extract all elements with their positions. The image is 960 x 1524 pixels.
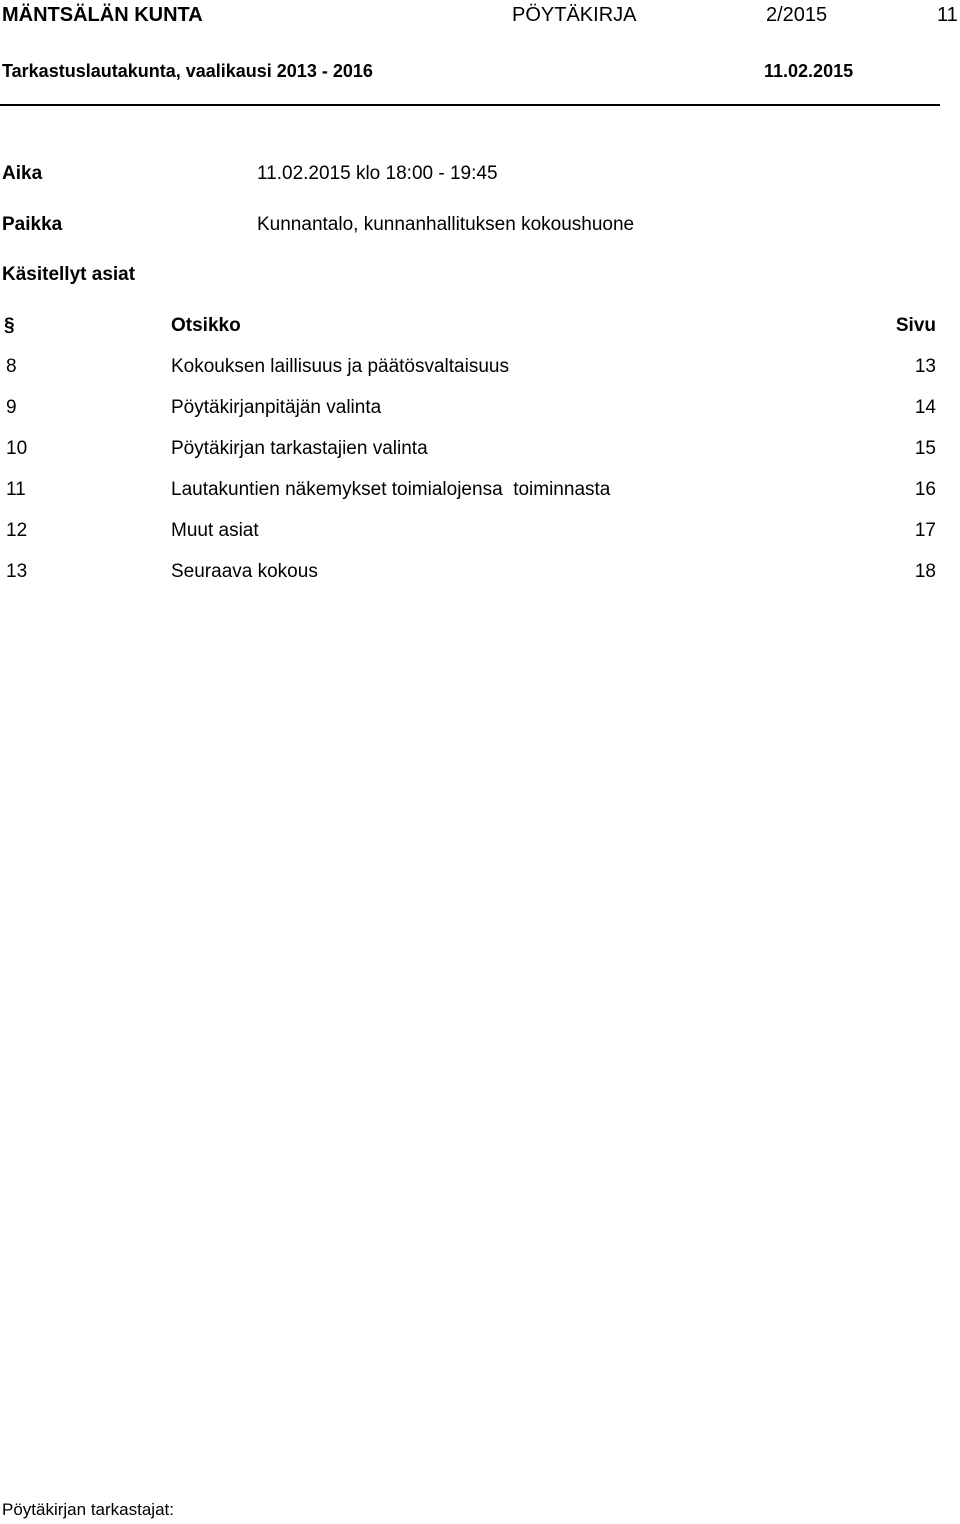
agenda-item-title: Muut asiat bbox=[171, 520, 259, 541]
agenda-row bbox=[0, 520, 938, 544]
agenda-item-title: Pöytäkirjan tarkastajien valinta bbox=[171, 438, 428, 459]
place-value: Kunnantalo, kunnanhallituksen kokoushuone bbox=[257, 214, 635, 235]
page-number: 11 bbox=[937, 4, 958, 26]
agenda-item-title: Kokouksen laillisuus ja päätösvaltaisuus bbox=[171, 356, 509, 377]
column-title-header: Otsikko bbox=[171, 315, 241, 336]
agenda-item-page: 17 bbox=[914, 520, 936, 541]
agenda-item-page: 13 bbox=[914, 356, 936, 377]
agenda-row bbox=[0, 438, 938, 462]
agenda-item-page: 16 bbox=[914, 479, 936, 500]
agenda-row bbox=[0, 479, 938, 503]
agenda-heading: Käsitellyt asiat bbox=[2, 264, 136, 285]
header-date: 11.02.2015 bbox=[764, 61, 854, 81]
agenda-item-page: 18 bbox=[914, 561, 936, 582]
committee-name: Tarkastuslautakunta, vaalikausi 2013 - 2016 bbox=[2, 61, 373, 81]
agenda-item-number: 11 bbox=[6, 479, 26, 500]
document-number: 2/2015 bbox=[766, 4, 828, 26]
agenda-item-number: 8 bbox=[6, 356, 17, 377]
agenda-row bbox=[0, 561, 938, 585]
agenda-item-title: Pöytäkirjanpitäjän valinta bbox=[171, 397, 382, 418]
municipality-name: MÄNTSÄLÄN KUNTA bbox=[2, 4, 203, 26]
agenda-item-title: Seuraava kokous bbox=[171, 561, 318, 582]
section-symbol-header: § bbox=[4, 315, 15, 336]
header-divider bbox=[0, 104, 940, 106]
agenda-item-page: 14 bbox=[914, 397, 936, 418]
column-page-header: Sivu bbox=[895, 315, 936, 336]
time-label: Aika bbox=[2, 163, 43, 184]
place-label: Paikka bbox=[2, 214, 63, 235]
document-type: PÖYTÄKIRJA bbox=[512, 4, 637, 26]
agenda-row bbox=[0, 356, 938, 380]
agenda-item-number: 12 bbox=[6, 520, 28, 541]
signature-label: Pöytäkirjan tarkastajat: bbox=[2, 1500, 174, 1519]
agenda-item-number: 10 bbox=[6, 438, 28, 459]
agenda-item-page: 15 bbox=[914, 438, 936, 459]
agenda-item-number: 9 bbox=[6, 397, 17, 418]
time-value: 11.02.2015 klo 18:00 - 19:45 bbox=[257, 163, 498, 184]
agenda-item-title: Lautakuntien näkemykset toimialojensa toiminnasta bbox=[171, 479, 611, 500]
agenda-item-number: 13 bbox=[6, 561, 28, 582]
agenda-row bbox=[0, 397, 938, 421]
